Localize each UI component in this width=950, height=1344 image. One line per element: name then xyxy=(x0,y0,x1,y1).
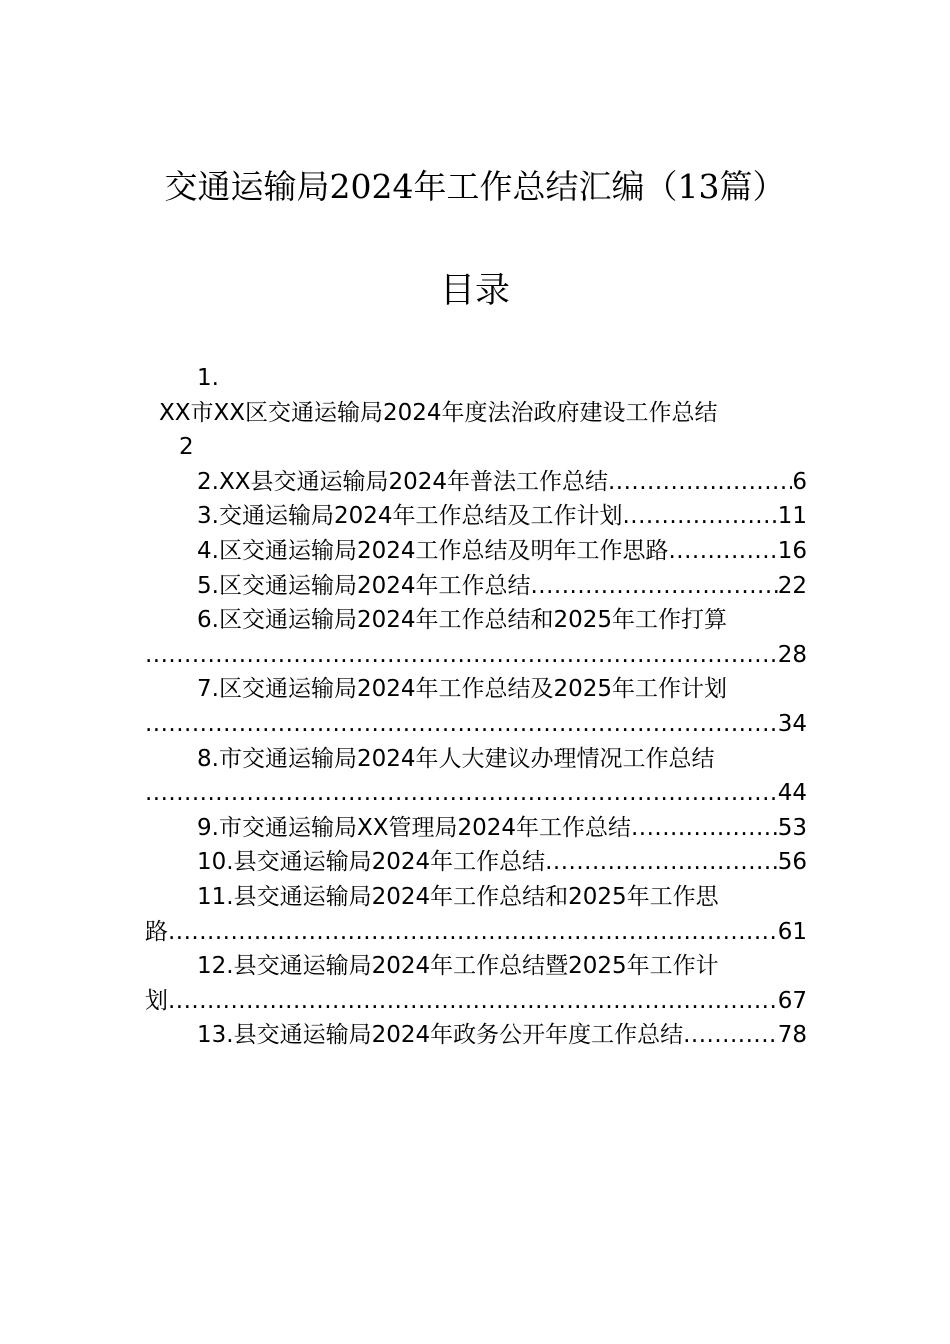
toc-entry-9[interactable] xyxy=(145,811,807,846)
toc-entry-5-text: 5.区交通运输局2024年工作总结 xyxy=(197,572,531,599)
toc-entry-12-text-cont: 划 xyxy=(145,987,168,1014)
toc-leader-dots xyxy=(608,465,792,500)
toc-entry-1-number-line xyxy=(145,361,807,396)
toc-entry-8[interactable] xyxy=(145,742,807,777)
toc-entry-7-text: 7.区交通运输局2024年工作总结及2025年工作计划 xyxy=(197,676,728,703)
toc-entry-3-text: 3.交通运输局2024年工作总结及工作计划 xyxy=(197,503,623,530)
toc-leader-dots xyxy=(168,984,778,1019)
toc-heading: 目录 xyxy=(439,271,510,311)
toc-entry-4-text: 4.区交通运输局2024工作总结及明年工作思路 xyxy=(197,537,669,564)
toc-leader-dots xyxy=(622,499,777,534)
toc-entry-11[interactable] xyxy=(145,880,807,915)
toc-entry-8-page: 44 xyxy=(777,780,807,807)
toc-leader-dots xyxy=(145,776,778,811)
toc-entry-12-cont[interactable] xyxy=(145,984,807,1019)
toc-entry-1-text-line xyxy=(145,396,807,431)
toc-leader-dots xyxy=(145,707,778,742)
toc-entry-12-text: 12.县交通运输局2024年工作总结暨2025年工作计 xyxy=(197,953,719,980)
toc-entry-3[interactable] xyxy=(145,499,807,534)
toc-entry-6-page: 28 xyxy=(777,641,807,668)
toc-entry-12-page: 67 xyxy=(777,987,807,1014)
toc-entry-13-text: 13.县交通运输局2024年政务公开年度工作总结 xyxy=(197,1022,684,1049)
document-title: 交通运输局2024年工作总结汇编（13篇） xyxy=(164,167,786,206)
toc-entry-3-page: 11 xyxy=(777,503,807,530)
toc-leader-dots xyxy=(668,534,777,569)
toc-entry-2-text: 2.XX县交通运输局2024年普法工作总结 xyxy=(197,468,608,495)
toc-entry-1-page[interactable]: 2 xyxy=(179,434,194,461)
toc-entry-13[interactable] xyxy=(145,1018,807,1053)
toc-leader-dots xyxy=(683,1018,778,1053)
toc-entry-10-text: 10.县交通运输局2024年工作总结 xyxy=(197,849,546,876)
toc-entry-7-cont[interactable] xyxy=(145,707,807,742)
toc-entry-6-text: 6.区交通运输局2024年工作总结和2025年工作打算 xyxy=(197,607,728,634)
toc-entry-1-number[interactable]: 1. xyxy=(197,365,219,391)
toc-entry-4[interactable] xyxy=(145,534,807,569)
toc-entry-5-page: 22 xyxy=(777,572,807,599)
toc-entry-4-page: 16 xyxy=(777,537,807,564)
toc-entry-7[interactable] xyxy=(145,672,807,707)
toc-leader-dots xyxy=(145,638,778,673)
toc-entry-6-cont[interactable] xyxy=(145,638,807,673)
toc-entry-9-page: 53 xyxy=(777,814,807,841)
toc-entry-2-page: 6 xyxy=(792,468,807,495)
toc-entry-12[interactable] xyxy=(145,949,807,984)
toc-entry-10[interactable] xyxy=(145,845,807,880)
table-of-contents xyxy=(145,361,807,1053)
toc-entry-1-text[interactable]: XX市XX区交通运输局2024年度法治政府建设工作总结 xyxy=(159,399,718,426)
toc-leader-dots xyxy=(530,569,777,604)
toc-entry-11-page: 61 xyxy=(777,918,807,945)
toc-entry-1-page-line xyxy=(145,430,807,465)
toc-entry-11-text-cont: 路 xyxy=(145,918,168,945)
toc-entry-5[interactable] xyxy=(145,569,807,604)
toc-entry-8-text: 8.市交通运输局2024年人大建议办理情况工作总结 xyxy=(197,745,715,772)
toc-entry-2[interactable] xyxy=(145,465,807,500)
toc-leader-dots xyxy=(631,811,778,846)
toc-entry-13-page: 78 xyxy=(777,1022,807,1049)
toc-entry-6[interactable] xyxy=(145,603,807,638)
toc-entry-11-cont[interactable] xyxy=(145,915,807,950)
toc-leader-dots xyxy=(545,845,778,880)
toc-entry-8-cont[interactable] xyxy=(145,776,807,811)
toc-entry-9-text: 9.市交通运输局XX管理局2024年工作总结 xyxy=(197,814,631,841)
toc-entry-7-page: 34 xyxy=(777,710,807,737)
toc-leader-dots xyxy=(168,915,778,950)
toc-entry-10-page: 56 xyxy=(777,849,807,876)
toc-entry-11-text: 11.县交通运输局2024年工作总结和2025年工作思 xyxy=(197,883,719,910)
